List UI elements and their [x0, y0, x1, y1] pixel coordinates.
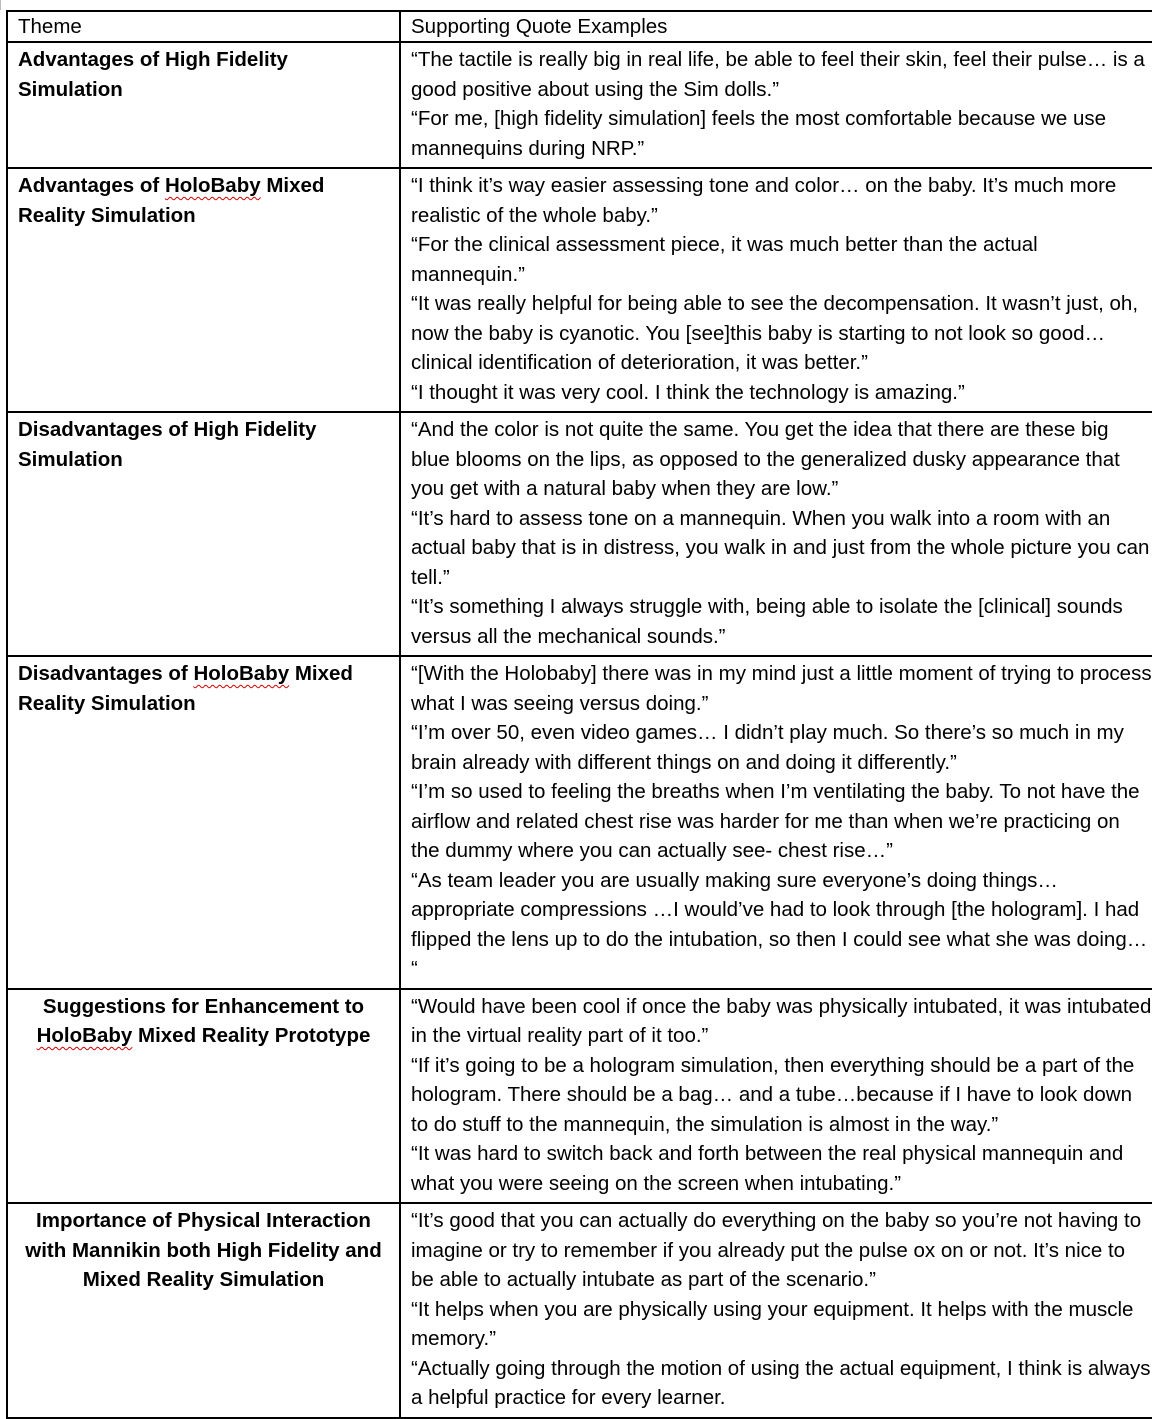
theme-text: Importance of Physical Interaction with Mannikin both High Fidelity and Mixed Reality Simulation: [25, 1209, 382, 1291]
supporting-quote: “It was really helpful for being able to see the decompensation. It wasn’t just, oh, now the baby is cyanotic. You [see]this baby is starting to not look so good…clinical identification of deterioration, it was better.”: [411, 292, 1139, 374]
supporting-quote: “For the clinical assessment piece, it was much better than the actual mannequin.”: [411, 233, 1038, 286]
supporting-quote: “I’m over 50, even video games… I didn’t play much. So there’s so much in my brain already with different things on and doing it differently.”: [411, 721, 1124, 774]
quotes-cell: [400, 42, 1152, 168]
supporting-quote: “Actually going through the motion of using the actual equipment, I think is always a helpful practice for every learner.: [411, 1356, 1151, 1409]
table-row: [7, 1203, 1152, 1418]
quotes-cell: [400, 656, 1152, 989]
theme-text: Advantages of High Fidelity Simulation: [18, 48, 288, 101]
theme-text: Disadvantages of: [18, 662, 194, 685]
theme-cell: [7, 412, 400, 656]
theme-text: Disadvantages of High Fidelity Simulation: [18, 418, 317, 471]
quotes-cell: [400, 412, 1152, 656]
theme-cell: [7, 1203, 400, 1418]
supporting-quote: “For me, [high fidelity simulation] feels the most comfortable because we use mannequins during NRP.”: [411, 107, 1107, 160]
supporting-quote: “If it’s going to be a hologram simulation, then everything should be a part of the hologram. There should be a bag… and a tube…because if I have to look down to do stuff to the mannequin, the simulation is almost in the way.”: [411, 1053, 1135, 1136]
supporting-quote: “And the color is not quite the same. You get the idea that there are these big blue blooms on the lips, as opposed to the generalized dusky appearance that you get with a natural baby when they are low.”: [411, 418, 1120, 500]
page-edge-mark: [0, 0, 1, 10]
table-row: [7, 656, 1152, 989]
theme-text: Advantages of: [18, 174, 165, 197]
supporting-quote: “I thought it was very cool. I think the technology is amazing.”: [411, 380, 965, 404]
supporting-quote: “[With the Holobaby] there was in my mind just a little moment of trying to process what I was seeing versus doing.”: [411, 662, 1152, 715]
theme-column-header: Theme: [7, 11, 400, 42]
supporting-quote: “I’m so used to feeling the breaths when I’m ventilating the baby. To not have the airflow and related chest rise was harder for me than when we’re practicing on the dummy where you can actually see- chest rise…”: [411, 780, 1140, 862]
quotes-cell: [400, 1203, 1152, 1418]
quotes-cell: [400, 989, 1152, 1204]
theme-text: Mixed Reality Simulation: [18, 662, 353, 715]
supporting-quote: “It helps when you are physically using your equipment. It helps with the muscle memory.”: [411, 1297, 1134, 1350]
table-row: [7, 42, 1152, 168]
supporting-quote: “The tactile is really big in real life, be able to feel their skin, feel their pulse… is a good positive about using the Sim dolls.”: [411, 48, 1145, 101]
theme-cell: [7, 42, 400, 168]
spellcheck-flagged-word: HoloBaby: [36, 1024, 133, 1047]
theme-cell: [7, 656, 400, 989]
supporting-quote: “It’s hard to assess tone on a mannequin. When you walk into a room with an actual baby that is in distress, you walk in and just from the whole picture you can tell.”: [411, 506, 1150, 589]
quotes-cell: [400, 168, 1152, 412]
table-row: [7, 168, 1152, 412]
table-body: [7, 42, 1152, 1418]
quotes-column-header: Supporting Quote Examples: [400, 11, 1152, 42]
themes-table: [6, 10, 1152, 1419]
theme-text: Suggestions for Enhancement to: [42, 994, 365, 1018]
theme-cell: [7, 989, 400, 1204]
supporting-quote: “Would have been cool if once the baby was physically intubated, it was intubated in the virtual reality part of it too.”: [411, 994, 1152, 1047]
table-row: [7, 412, 1152, 656]
spellcheck-flagged-word: HoloBaby: [193, 662, 290, 685]
supporting-quote: “It’s something I always struggle with, being able to isolate the [clinical] sounds versus all the mechanical sounds.”: [411, 595, 1123, 648]
theme-text: Mixed Reality Prototype: [132, 1024, 371, 1047]
themes-table-container: [6, 10, 1152, 1419]
table-row: [7, 989, 1152, 1204]
theme-cell: [7, 168, 400, 412]
supporting-quote: “It was hard to switch back and forth between the real physical mannequin and what you were seeing on the screen when intubating.”: [411, 1142, 1124, 1195]
supporting-quote: “I think it’s way easier assessing tone and color… on the baby. It’s much more realistic of the whole baby.”: [411, 174, 1117, 227]
supporting-quote: “As team leader you are usually making sure everyone’s doing things… appropriate compressions …I would’ve had to look through [the hologram]. I had flipped the lens up to do the intubation, so then I could see what she was doing… “: [411, 868, 1148, 980]
spellcheck-flagged-word: HoloBaby: [164, 174, 261, 197]
theme-text: Mixed Reality Simulation: [18, 174, 325, 227]
table-header-row: [7, 11, 1152, 42]
supporting-quote: “It’s good that you can actually do everything on the baby so you’re not having to imagine or try to remember if you already put the pulse ox on or not. It’s nice to be able to actually intubate as part of the scenario.”: [411, 1209, 1142, 1291]
